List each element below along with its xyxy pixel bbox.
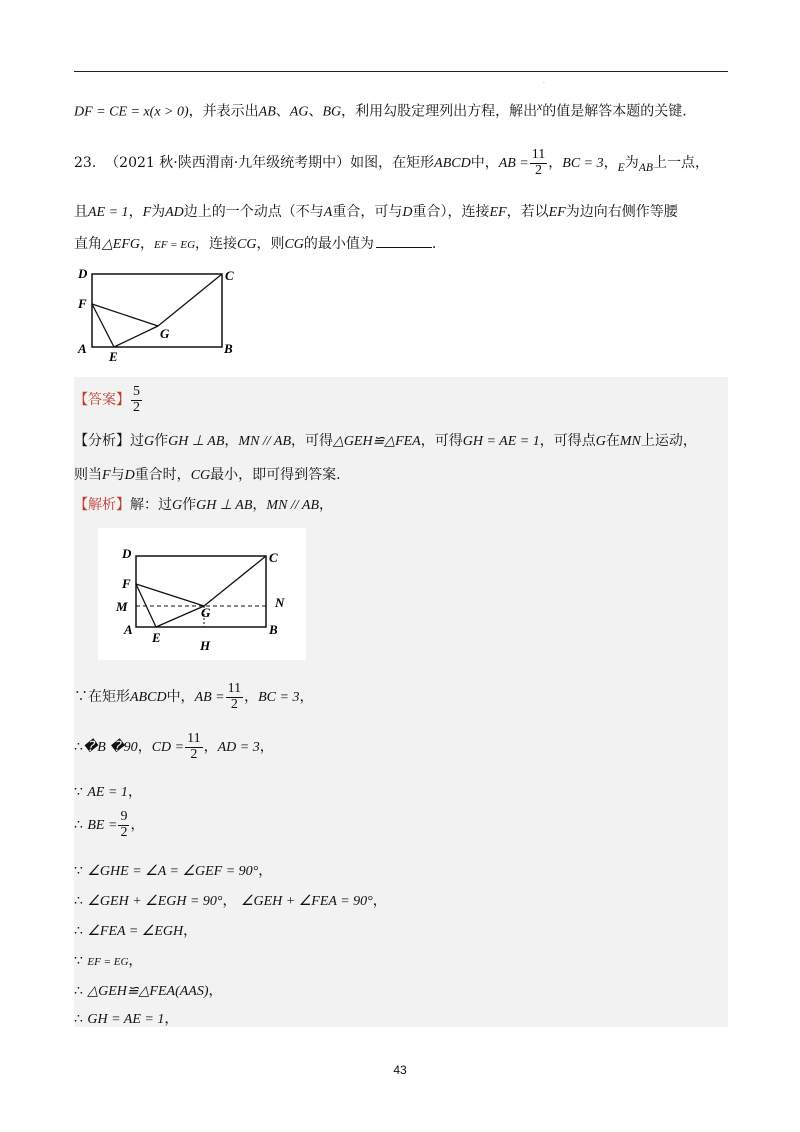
fig1-label-c: C [225, 268, 234, 283]
fig1-label-g: G [160, 326, 170, 341]
fig2-label-a: A [124, 622, 133, 637]
step-3: ∵ AE = 1， [74, 784, 142, 800]
answer-line [74, 385, 143, 415]
step-8: ∵ EF = EG， [74, 953, 143, 969]
fig2-label-d: D [122, 546, 132, 561]
analysis-line-1: 【分析】过G作GH ⊥ AB，MN // AB，可得△GEH≌△FEA，可得GH = AE = 1，可得点G在MN上运动， [74, 433, 697, 449]
fig2-label-m: M [116, 599, 128, 614]
step-9: ∴ △GEH≌△FEA(AAS)， [74, 983, 223, 999]
step-10: ∴ GH = AE = 1， [74, 1011, 179, 1027]
fig2-label-n: N [275, 595, 285, 610]
fig2-label-f: F [122, 576, 131, 591]
fraction-11-2: $\frac{11}{2}$ [531, 147, 546, 178]
step-5: ∵ ∠GHE = ∠A = ∠GEF = 90°， [74, 863, 273, 879]
header-mark: · [543, 80, 545, 87]
fig1-label-b: B [224, 341, 233, 356]
fig2-label-c: C [269, 550, 278, 565]
answer-tag: 【答案】 [74, 392, 130, 409]
fig2-label-h: H [200, 638, 211, 653]
fig1-label-a: A [78, 341, 87, 356]
previous-solution-tail: DF = CE = x(x > 0)，并表示出AB、AG、BG，利用勾股定理列出方程，解出$^x$的值是解答本题的关键. [74, 100, 687, 120]
fig1-label-e: E [109, 349, 118, 364]
problem-line-3: 直角△EFG，EF = EG，连接CG，则CG的最小值为 . [74, 236, 437, 252]
solution-line-1: 【解析】解：过G作GH ⊥ AB，MN // AB， [74, 497, 334, 513]
fig2-label-e: E [152, 630, 161, 645]
header-rule [74, 71, 728, 72]
rectangle-figure-1 [74, 264, 244, 364]
fig2-label-b: B [269, 622, 278, 637]
fig1-label-f: F [78, 296, 87, 311]
answer-blank [376, 247, 432, 248]
step-1: ∵在矩形ABCD中，AB = $\frac{11}{2}$ ，BC = 3， [74, 681, 314, 712]
step-2: ∴�B �90，CD = $\frac{11}{2}$ ，AD = 3， [74, 731, 274, 762]
problem-number: 23. [74, 155, 97, 172]
expr-df-ce: DF = CE = x(x > 0) [74, 104, 189, 120]
problem-line-2: 且AE = 1，F为AD边上的一个动点（不与A重合，可与D重合），连接EF，若以EF为边向右侧作等腰 [74, 204, 678, 220]
fig1-label-d: D [78, 266, 88, 281]
step-7: ∴ ∠FEA = ∠EGH， [74, 923, 198, 939]
analysis-tag: 【分析】 [74, 433, 130, 449]
page-number: 43 [393, 1063, 407, 1077]
fig2-label-g: G [201, 605, 211, 620]
analysis-line-2: 则当F与D重合时，CG最小，即可得到答案. [74, 467, 341, 483]
step-6: ∴ ∠GEH + ∠EGH = 90°， ∠GEH + ∠FEA = 90°， [74, 893, 387, 909]
solution-tag: 【解析】 [74, 497, 130, 513]
figure-2-panel [98, 528, 306, 660]
problem-line-1: 23. （2021 秋·陕西渭南·九年级统考期中）如图，在矩形ABCD中，AB = $\frac{11}{2}$ ，BC = 3，$_E$为$_{AB}$上一点， [74, 147, 709, 178]
step-4: ∴ BE = $\frac{9}{2}$ ， [74, 809, 145, 840]
answer-fraction: $\frac{5}{2}$ [133, 384, 140, 415]
rectangle-figure-2 [98, 528, 306, 660]
